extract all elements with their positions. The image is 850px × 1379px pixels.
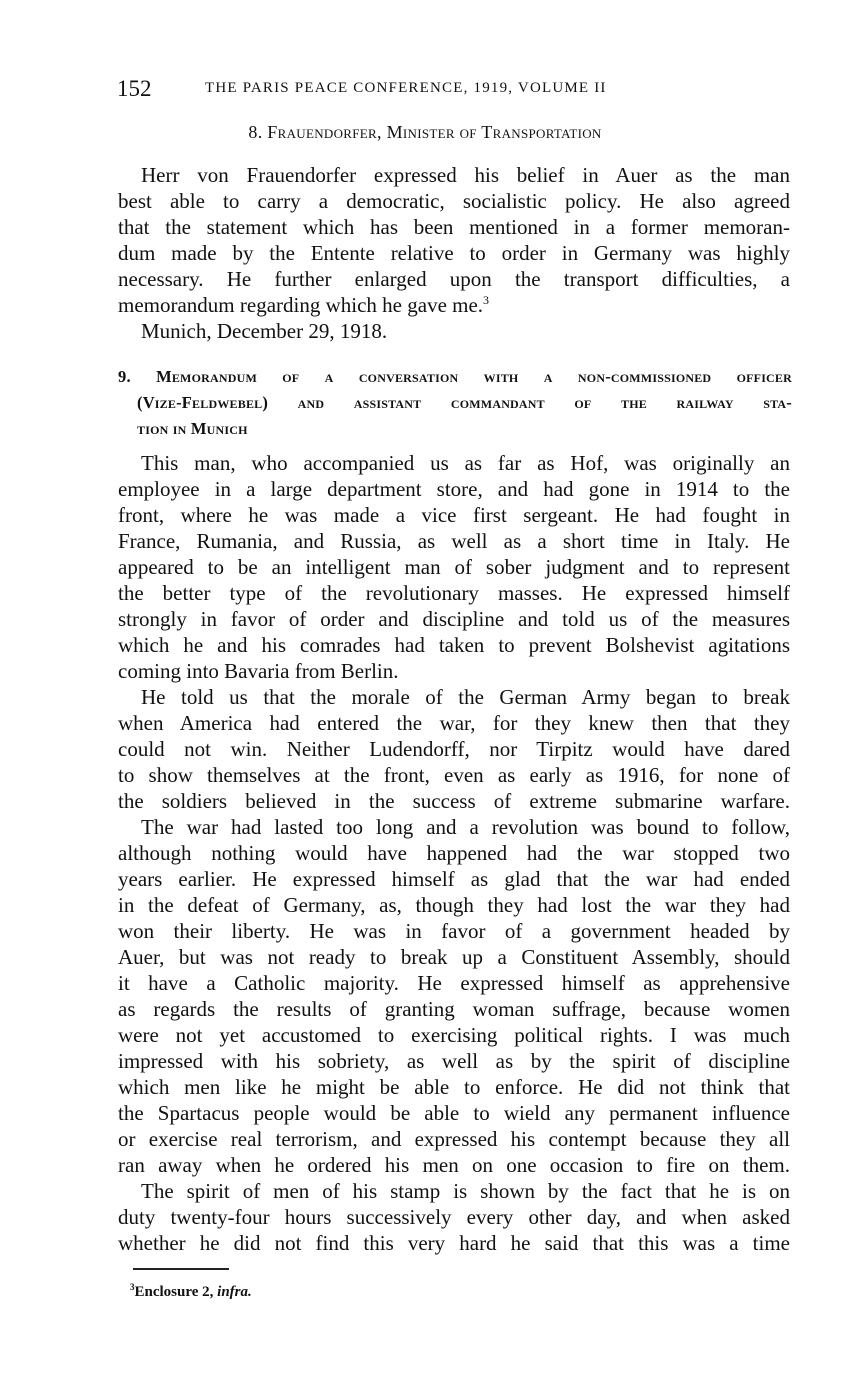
text-line: This man, who accompanied us as far as Hof, was originally an — [141, 451, 790, 475]
running-head — [117, 76, 797, 106]
text-line: the Spartacus people would be able to wield any permanent influence — [118, 1101, 790, 1125]
text-line: strongly in favor of order and discipline and told us of the measures — [118, 607, 790, 631]
heading-line: 9. Memorandum of a conversation with a non-commissioned officer — [118, 367, 792, 386]
section-9-heading — [118, 364, 792, 442]
text-line: dum made by the Entente relative to order in Germany was highly — [118, 241, 790, 265]
text-line: the better type of the revolutionary masses. He expressed himself — [118, 581, 790, 605]
text-line: in the defeat of Germany, as, though they had lost the war they had — [118, 893, 790, 917]
text-line: The war had lasted too long and a revolution was bound to follow, — [141, 815, 790, 839]
text-line — [118, 292, 790, 318]
text-line: years earlier. He expressed himself as glad that the war had ended — [118, 867, 790, 891]
footnote-italic: infra. — [217, 1284, 252, 1300]
section-8-heading: 8. Frauendorfer, Minister of Transportation — [248, 122, 602, 142]
footnote — [130, 1282, 252, 1301]
footnote-text: Enclosure 2, — [134, 1284, 214, 1300]
text-line: although nothing would have happened had the war stopped two — [118, 841, 790, 865]
dateline: Munich, December 29, 1918. — [141, 319, 388, 343]
text-line: could not win. Neither Ludendorff, nor Tirpitz would have dared — [118, 737, 790, 761]
text-line: front, where he was made a vice first sergeant. He had fought in — [118, 503, 790, 527]
page-number: 152 — [117, 76, 152, 101]
footnote-mark: 3 — [130, 1282, 135, 1292]
footnote-reference: 3 — [483, 293, 490, 307]
text-line: that the statement which has been mentioned in a former memoran- — [118, 215, 790, 239]
paragraph — [118, 450, 790, 684]
section-9-body — [118, 450, 790, 1256]
paragraph — [118, 814, 790, 1178]
text-line: which he and his comrades had taken to prevent Bolshevist agitations — [118, 633, 790, 657]
text-line: it have a Catholic majority. He expressed himself as apprehensive — [118, 971, 790, 995]
text-line: to show themselves at the front, even as early as 1916, for none of — [118, 763, 790, 787]
heading-line: tion in Munich — [137, 419, 248, 438]
text-line: Auer, but was not ready to break up a Constituent Assembly, should — [118, 945, 790, 969]
text-line: necessary. He further enlarged upon the transport difficulties, a — [118, 267, 790, 291]
running-head-title: THE PARIS PEACE CONFERENCE, 1919, VOLUME II — [205, 80, 607, 96]
text-line: coming into Bavaria from Berlin. — [118, 659, 399, 683]
text-line: whether he did not find this very hard he said that this was a time — [118, 1231, 790, 1255]
text-line: won their liberty. He was in favor of a government headed by — [118, 919, 790, 943]
footnote-rule — [133, 1268, 229, 1270]
text-line: ran away when he ordered his men on one occasion to fire on them. — [118, 1153, 790, 1177]
text-line: or exercise real terrorism, and expressed his contempt because they all — [118, 1127, 790, 1151]
text-line-content: memorandum regarding which he gave me. — [118, 293, 484, 317]
section-8-body — [118, 162, 790, 344]
text-line: impressed with his sobriety, as well as by the spirit of discipline — [118, 1049, 790, 1073]
paragraph — [118, 684, 790, 814]
text-line: Herr von Frauendorfer expressed his belief in Auer as the man — [141, 163, 790, 187]
text-line: as regards the results of granting woman suffrage, because women — [118, 997, 790, 1021]
text-line: the soldiers believed in the success of extreme submarine warfare. — [118, 789, 790, 813]
text-line: when America had entered the war, for they knew then that they — [118, 711, 790, 735]
text-line: duty twenty-four hours successively every other day, and when asked — [118, 1205, 790, 1229]
text-line: appeared to be an intelligent man of sober judgment and to represent — [118, 555, 790, 579]
text-line: which men like he might be able to enforce. He did not think that — [118, 1075, 790, 1099]
text-line: were not yet accustomed to exercising political rights. I was much — [118, 1023, 790, 1047]
text-line: employee in a large department store, and had gone in 1914 to the — [118, 477, 790, 501]
text-line: best able to carry a democratic, socialistic policy. He also agreed — [118, 189, 790, 213]
text-line: The spirit of men of his stamp is shown by the fact that he is on — [141, 1179, 790, 1203]
heading-line: (Vize-Feldwebel) and assistant commandant of the railway sta- — [137, 393, 792, 412]
text-line: He told us that the morale of the German Army began to break — [141, 685, 790, 709]
text-line: France, Rumania, and Russia, as well as a short time in Italy. He — [118, 529, 790, 553]
paragraph — [118, 1178, 790, 1256]
